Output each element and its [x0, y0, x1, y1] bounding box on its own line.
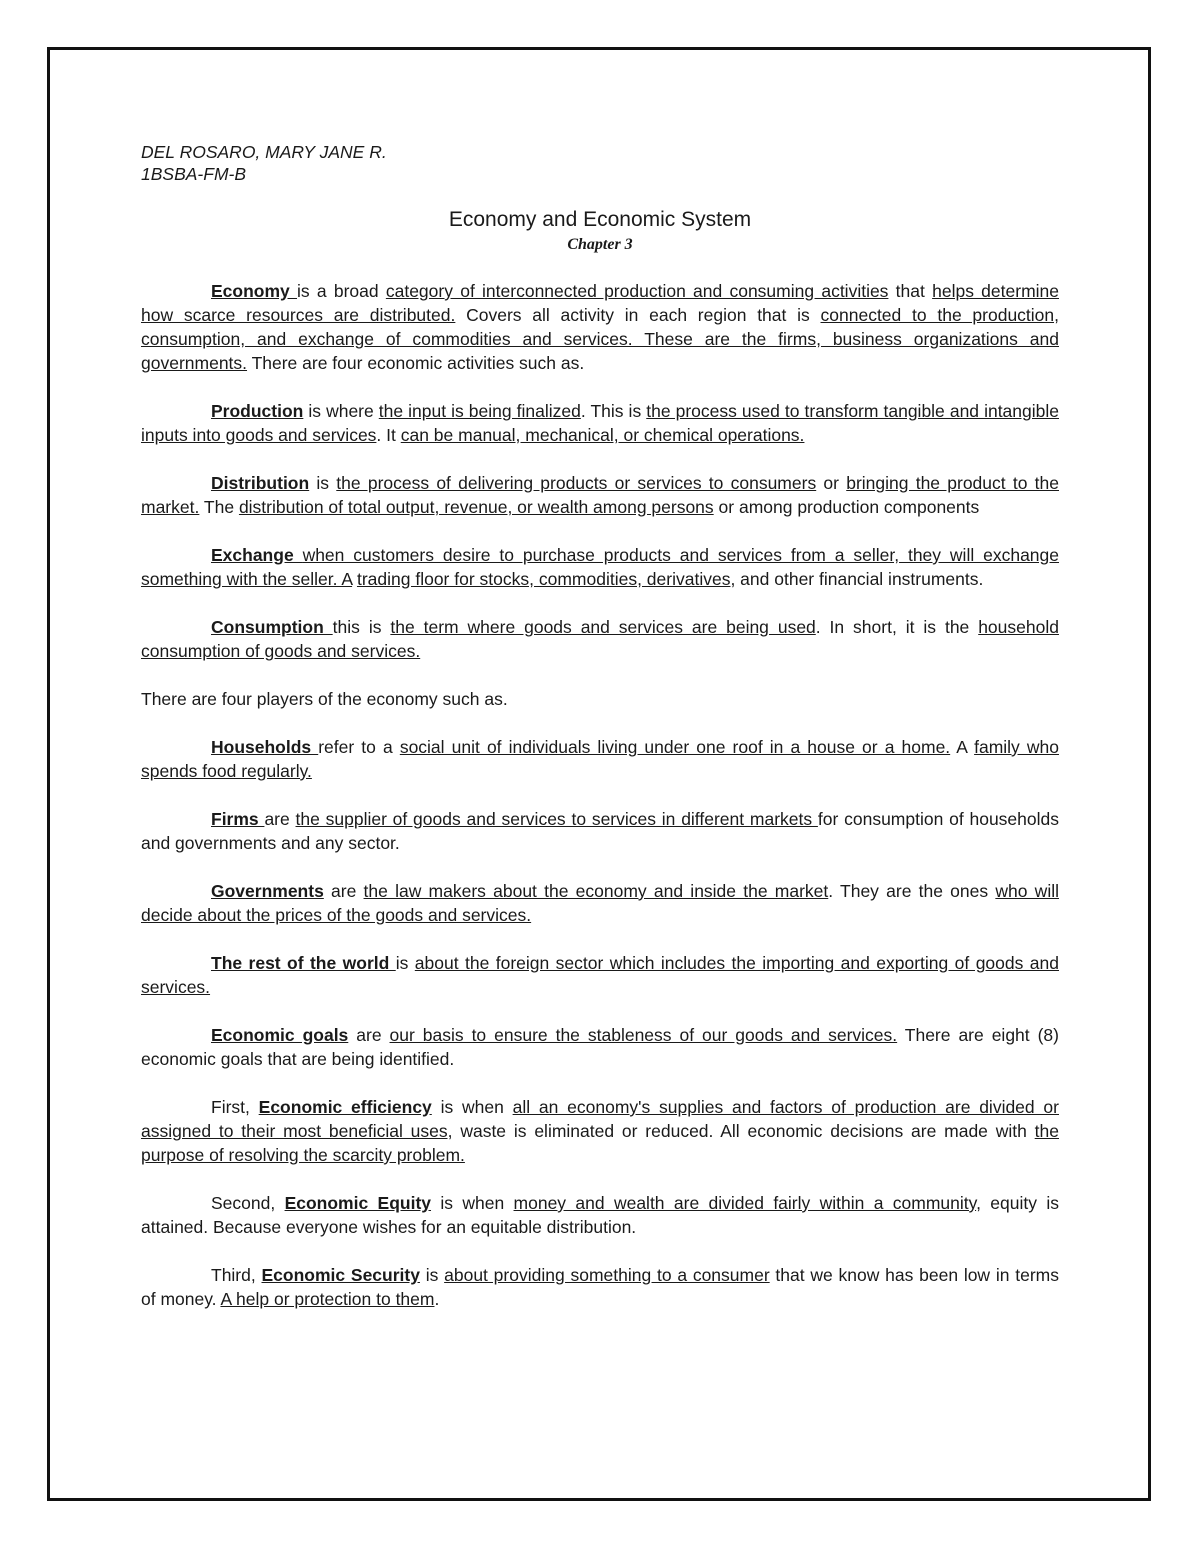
text-segment: is where [303, 401, 379, 421]
text-segment: is [309, 473, 337, 493]
document-title: Economy and Economic System [448, 208, 752, 231]
title-block [141, 207, 1059, 255]
underlined-text: distribution of total output, revenue, or wealth among persons [238, 497, 714, 517]
text-segment: Third, [211, 1265, 262, 1285]
author-name: DEL ROSARO, MARY JANE R. [141, 142, 387, 162]
key-term: Economic Security [261, 1265, 420, 1285]
text-segment: is when [431, 1097, 513, 1117]
paragraph [141, 543, 1059, 591]
text-segment: waste is eliminated or reduced. All economic decisions are made with [452, 1121, 1035, 1141]
paragraph [141, 735, 1059, 783]
text-segment: refer to a [318, 737, 400, 757]
underlined-text: the term where goods and services are being used [390, 617, 816, 637]
key-term: Economic Equity [284, 1193, 432, 1213]
paragraph [141, 951, 1059, 999]
paragraph [141, 615, 1059, 663]
paragraph [141, 1095, 1059, 1167]
key-term: Households [211, 737, 319, 757]
text-segment: that we know has been low in terms of money. [141, 1265, 1059, 1309]
underlined-text: category of interconnected production and consuming activities [385, 281, 889, 301]
document-subtitle: Chapter 3 [567, 236, 633, 253]
text-segment: is when [431, 1193, 514, 1213]
underlined-text: the input is being finalized [378, 401, 581, 421]
key-term: Consumption [211, 617, 333, 637]
underlined-text: connected to the production, consumption, and exchange of commodities and services. These are the firms, business organizations and governments. [141, 305, 1060, 373]
key-term: Exchange [211, 545, 303, 565]
text-segment: There are eight (8) economic goals that are being identified. [141, 1025, 1059, 1069]
paragraph [141, 1263, 1059, 1311]
paragraph [141, 687, 1059, 711]
text-segment: Second, [211, 1193, 285, 1213]
text-segment: for consumption of households and governments and any sector. [141, 809, 1060, 853]
text-segment: , equity is attained. Because everyone wishes for an equitable distribution. [141, 1193, 1059, 1237]
key-term: Governments [211, 881, 324, 901]
key-term: Economic goals [211, 1025, 349, 1045]
paragraph [141, 879, 1059, 927]
text-segment: There are four players of the economy such as. [141, 689, 508, 709]
text-segment: First, [211, 1097, 259, 1117]
document-body [141, 141, 1059, 1311]
paragraph [141, 399, 1059, 447]
key-term: Economic efficiency [258, 1097, 432, 1117]
underlined-text: about the foreign sector which includes the importing and exporting of goods and services. [141, 953, 1059, 997]
underlined-text: the process of delivering products or services to consumers [336, 473, 817, 493]
underlined-text: trading floor for stocks, commodities, derivatives [356, 569, 731, 589]
underlined-text: about providing something to a consumer [444, 1265, 770, 1285]
underlined-text: money and wealth are divided fairly within a community [513, 1193, 977, 1213]
text-segment: . In short, it is the [815, 617, 979, 637]
text-segment: that [888, 281, 933, 301]
author-section: 1BSBA-FM-B [141, 164, 247, 184]
key-term: The rest of the world [211, 953, 396, 973]
text-segment: or among production components [713, 497, 980, 517]
text-segment: is a broad [297, 281, 386, 301]
key-term: Firms [211, 809, 265, 829]
key-term: Production [211, 401, 304, 421]
underlined-text: can be manual, mechanical, or chemical operations. [400, 425, 805, 445]
underlined-text: social unit of individuals living under one roof in a house or a home. [399, 737, 951, 757]
underlined-text: the supplier of goods and services to services in different markets [295, 809, 818, 829]
underlined-text: our basis to ensure the stableness of our goods and services. [389, 1025, 898, 1045]
underlined-text: family who spends food regularly. [141, 737, 1059, 781]
underlined-text: the process used to transform tangible and intangible inputs into goods and services [141, 401, 1059, 445]
underlined-text: all an economy's supplies and factors of production are divided or assigned to their most beneficial uses, [141, 1097, 1059, 1141]
text-segment: A [950, 737, 975, 757]
text-segment: Covers all activity in each region that is [455, 305, 821, 325]
key-term: Economy [211, 281, 298, 301]
text-segment: . It [376, 425, 401, 445]
underlined-text: the law makers about the economy and inside the market [363, 881, 829, 901]
paragraph [141, 1023, 1059, 1071]
underlined-text: bringing the product to the market. [141, 473, 1059, 517]
paragraph [141, 1191, 1059, 1239]
underlined-text: when customers desire to purchase products and services from a seller, they will exchange something with the seller. A [141, 545, 1059, 589]
text-segment: are [264, 809, 296, 829]
text-segment: , and other financial instruments. [730, 569, 984, 589]
text-segment: is [395, 953, 415, 973]
paragraph [141, 471, 1059, 519]
text-segment: . [434, 1289, 440, 1309]
text-segment: . This is [580, 401, 647, 421]
underlined-text: the purpose of resolving the scarcity problem. [141, 1121, 1059, 1165]
underlined-text: household consumption of goods and services. [141, 617, 1059, 661]
underlined-text: who will decide about the prices of the goods and services. [141, 881, 1059, 925]
text-segment: this is [332, 617, 391, 637]
paragraph [141, 807, 1059, 855]
key-term: Distribution [211, 473, 310, 493]
text-segment: are [323, 881, 364, 901]
text-segment: The [199, 497, 239, 517]
paragraph [141, 279, 1059, 375]
underlined-text: A help or protection to them [220, 1289, 435, 1309]
paragraph-list [141, 279, 1059, 1311]
underlined-text: helps determine how scarce resources are distributed. [141, 281, 1059, 325]
text-segment: are [348, 1025, 390, 1045]
text-segment: or [816, 473, 847, 493]
text-segment: is [419, 1265, 445, 1285]
text-segment: . They are the ones [828, 881, 996, 901]
text-segment: There are four economic activities such as. [247, 353, 585, 373]
